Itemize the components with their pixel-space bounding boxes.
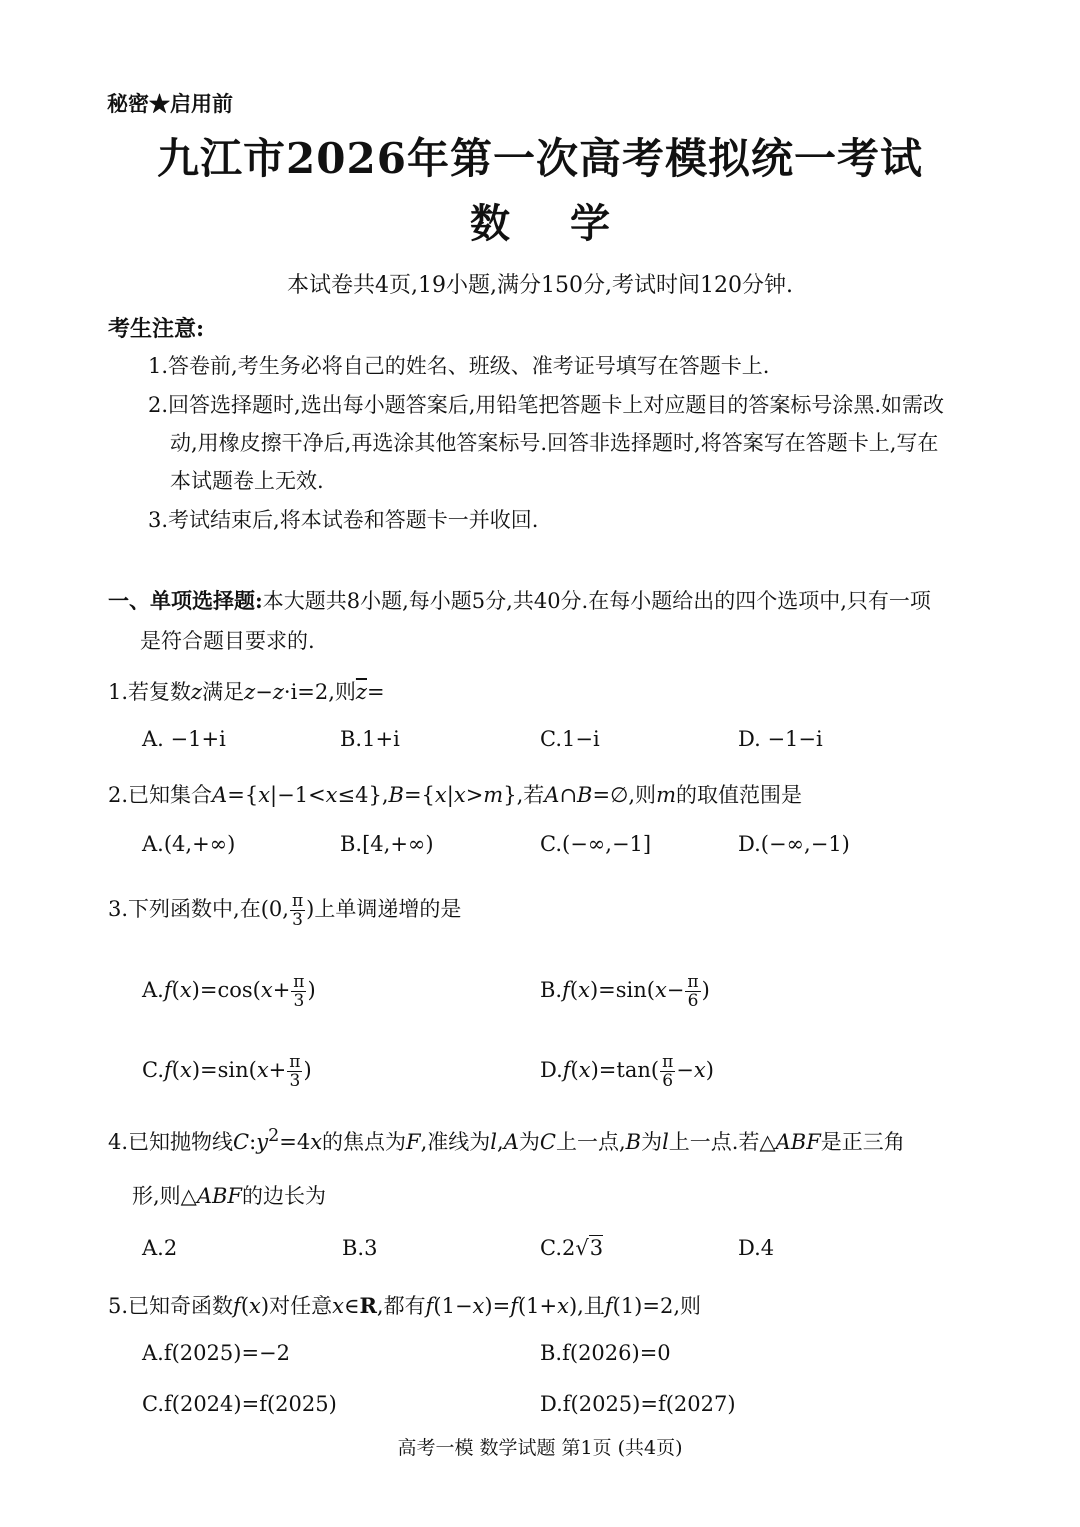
notice-item-2: 2.回答选择题时,选出每小题答案后,用铅笔把答题卡上对应题目的答案标号涂黑.如需改 xyxy=(148,393,945,417)
notice-item-2-end: 本试题卷上无效. xyxy=(170,469,324,493)
exam-title: 九江市2026年第一次高考模拟统一考试 xyxy=(157,134,923,183)
q3-option-d: D.f(x)=tan( $\frac{\pi}{6}$ −x) xyxy=(540,1052,714,1091)
section-label: 一、单项选择题: xyxy=(108,588,263,613)
q2-option-c: C.(−∞,−1] xyxy=(540,832,652,856)
q5-option-c: C.f(2024)=f(2025) xyxy=(142,1392,337,1416)
notice-item-2-cont: 动,用橡皮擦干净后,再选涂其他答案标号.回答非选择题时,将答案写在答题卡上,写在 xyxy=(170,431,939,455)
exam-info: 本试卷共4页,19小题,满分150分,考试时间120分钟. xyxy=(287,273,793,298)
q1-option-c: C.1−i xyxy=(540,727,600,751)
section-heading xyxy=(108,585,931,615)
question-1: 1.若复数z满足z−z·i=2,则$\overline{z}=$ xyxy=(108,680,385,704)
question-3: 3.下列函数中,在(0, $\frac{\pi}{3}$ )上单调递增的是 xyxy=(108,891,462,930)
q1-option-b: B.1+i xyxy=(340,727,400,751)
page-footer: 高考一模 数学试题 第1页 (共4页) xyxy=(397,1437,683,1459)
q4-option-b: B.3 xyxy=(342,1236,378,1260)
section-desc-2: 是符合题目要求的. xyxy=(140,629,315,653)
q1-option-a: A. −1+i xyxy=(142,727,226,751)
q1-option-d: D. −1−i xyxy=(738,727,823,751)
notice-item-3: 3.考试结束后,将本试卷和答题卡一并收回. xyxy=(148,508,539,532)
confidential-mark: 秘密★启用前 xyxy=(107,91,233,116)
question-4: 4.已知抛物线$C:y^2=4x$的焦点为F,准线为l,A为C上一点,B为l上一点.若△ABF是正三角 xyxy=(108,1126,905,1154)
q3-option-a: A.f(x)=cos(x+ $\frac{\pi}{3}$ ) xyxy=(142,972,316,1011)
q5-option-b: B.f(2026)=0 xyxy=(540,1341,671,1365)
notice-heading: 考生注意: xyxy=(108,316,205,342)
q2-option-a: A.(4,+∞) xyxy=(142,832,236,856)
q3-option-b: B.f(x)=sin(x− $\frac{\pi}{6}$ ) xyxy=(540,972,710,1011)
question-4-cont: 形,则△ABF的边长为 xyxy=(132,1184,326,1208)
q2-option-b: B.[4,+∞) xyxy=(340,832,434,856)
q2-option-d: D.(−∞,−1) xyxy=(738,832,850,856)
notice-item-1: 1.答卷前,考生务必将自己的姓名、班级、准考证号填写在答题卡上. xyxy=(148,354,770,378)
q4-option-c: C.2√3 xyxy=(540,1236,604,1260)
q5-option-a: A.f(2025)=−2 xyxy=(142,1341,290,1365)
subject-title: 数学 xyxy=(470,200,670,247)
question-5: 5.已知奇函数f(x)对任意x∈R,都有f(1−x)=f(1+x),且f(1)=2,则 xyxy=(108,1293,702,1318)
q5-option-d: D.f(2025)=f(2027) xyxy=(540,1392,736,1416)
q4-option-a: A.2 xyxy=(142,1236,178,1260)
question-2: 2.已知集合A={x|−1<x≤4},B={x|x>m},若A∩B=∅,则m的取值范围是 xyxy=(108,783,802,807)
section-desc: 本大题共8小题,每小题5分,共40分.在每小题给出的四个选项中,只有一项 xyxy=(262,589,931,613)
q4-option-d: D.4 xyxy=(738,1236,775,1260)
q3-option-c: C.f(x)=sin(x+ $\frac{\pi}{3}$ ) xyxy=(142,1052,312,1091)
